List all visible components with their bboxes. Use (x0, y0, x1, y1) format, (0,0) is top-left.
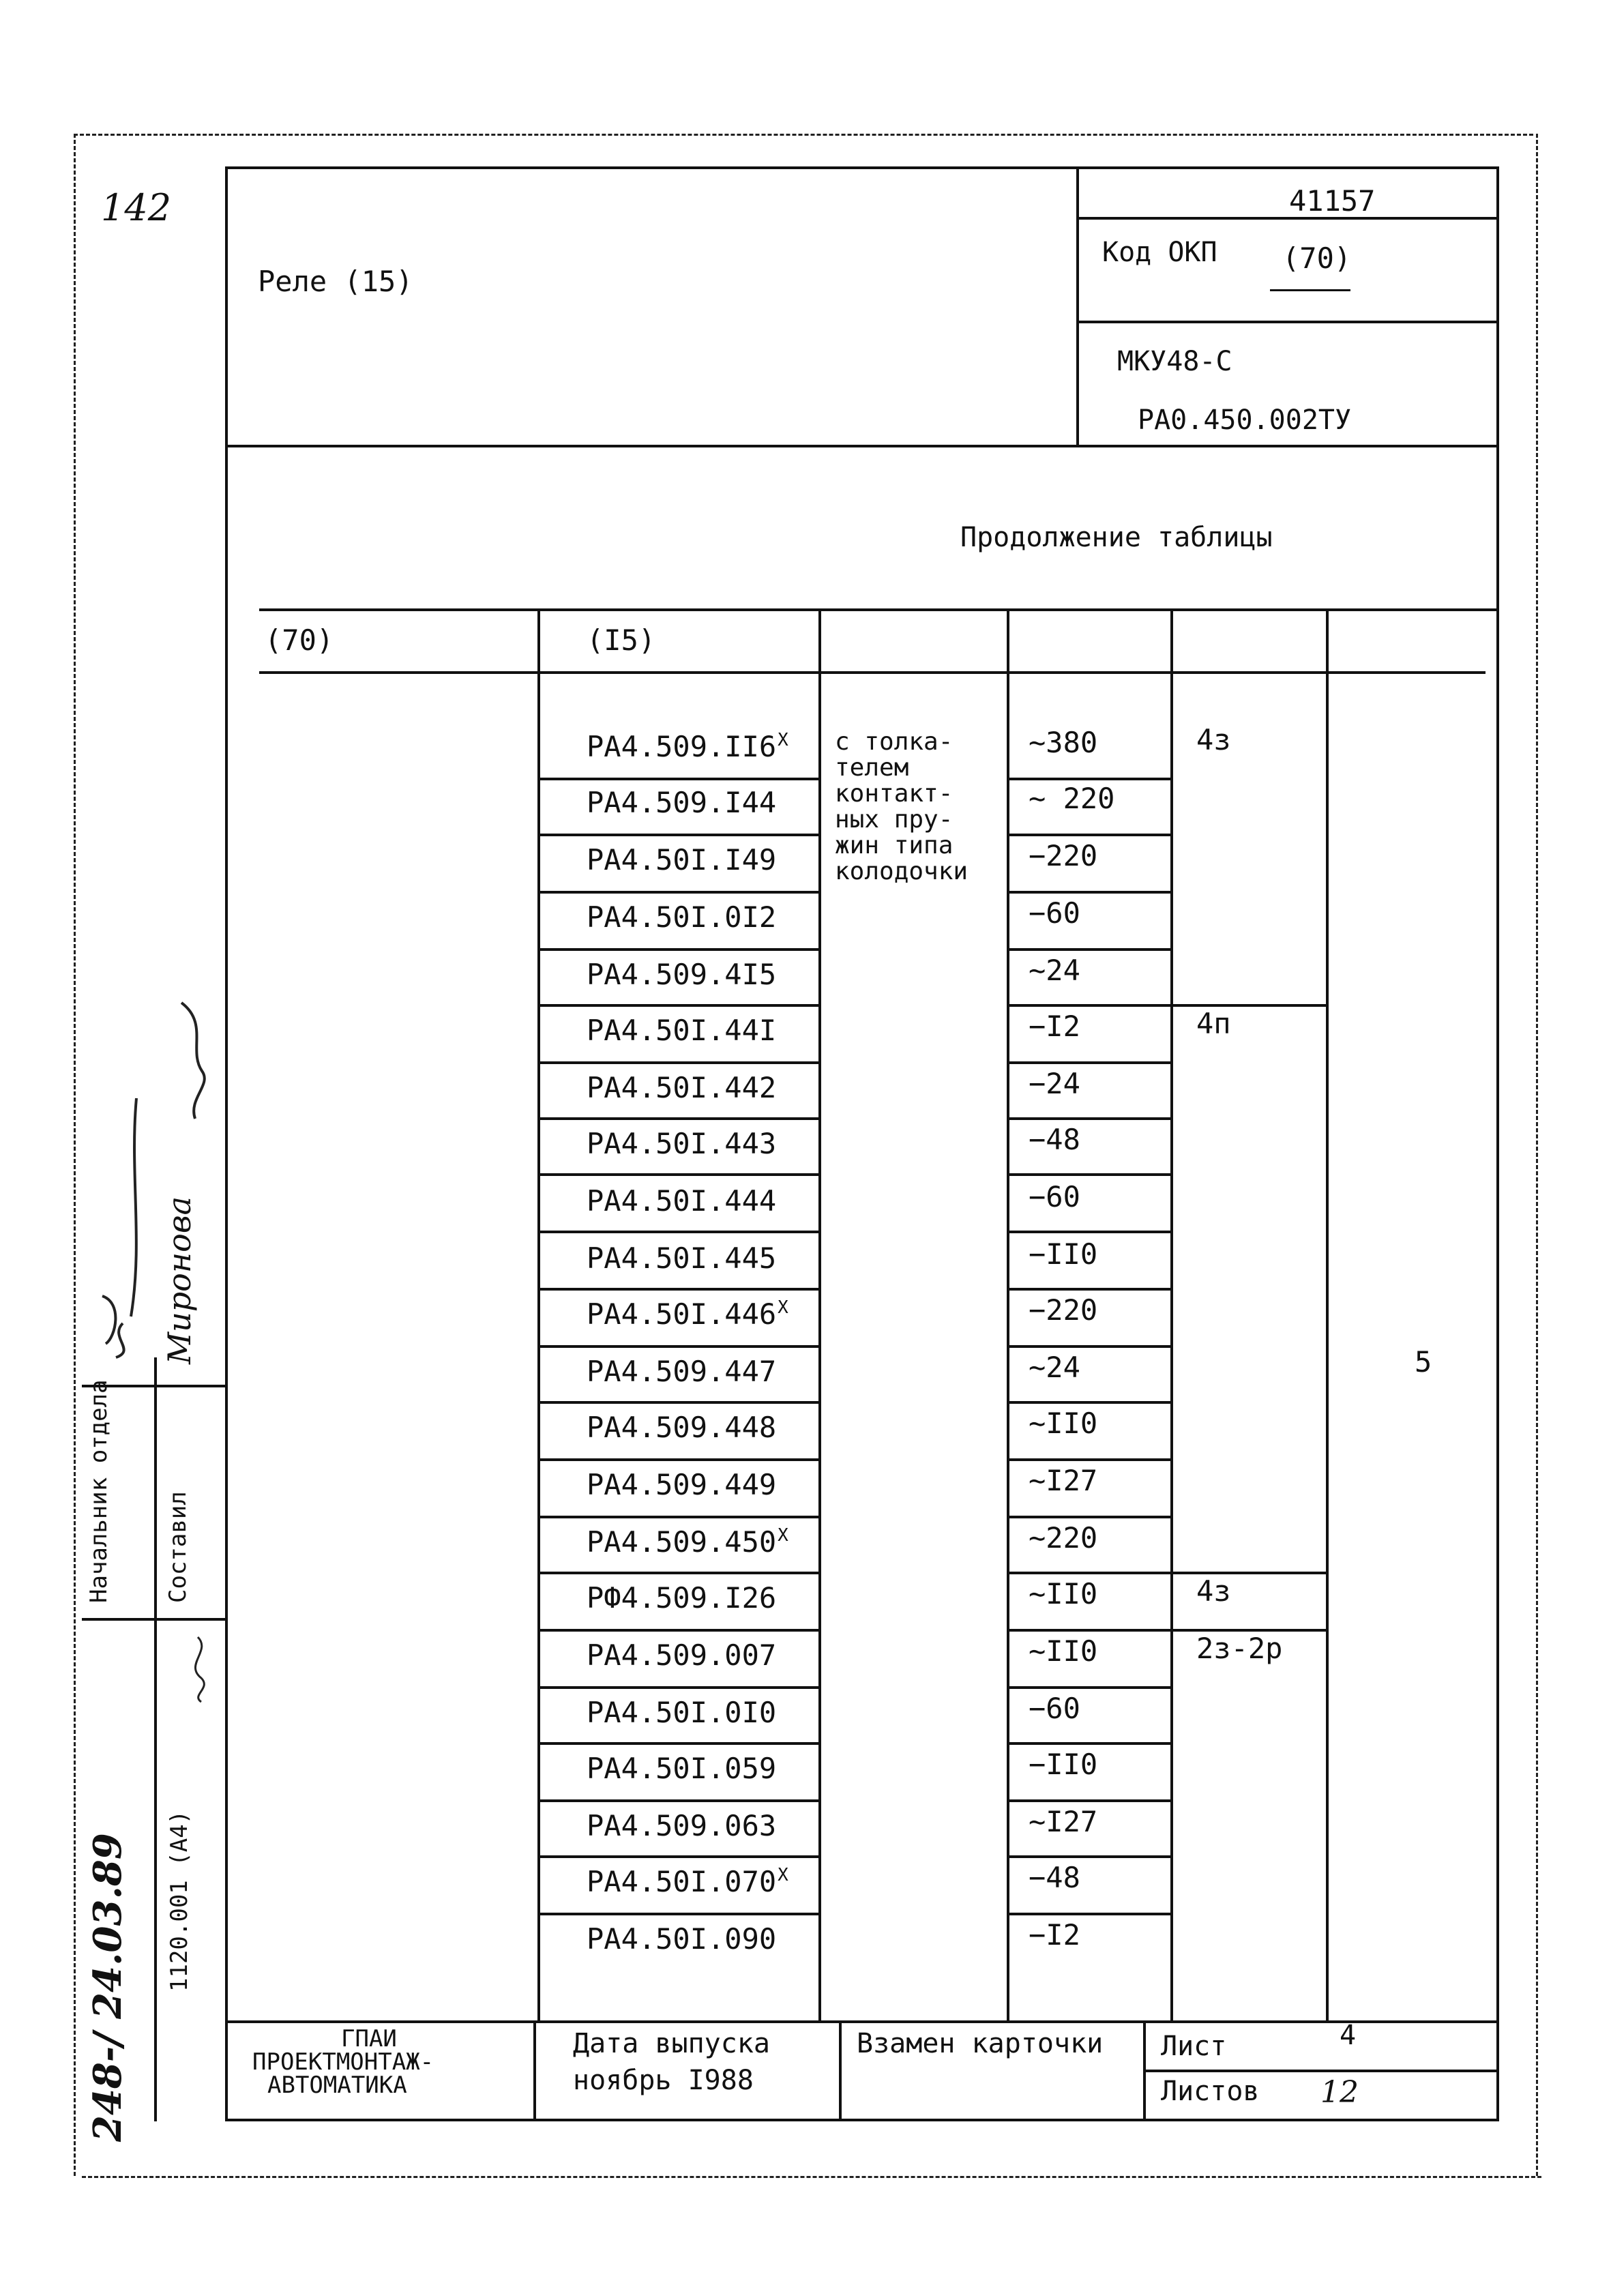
footer-divider-1 (533, 2022, 536, 2121)
table-row-voltage: −60 (1029, 1692, 1080, 1725)
voltage-row-line (1008, 1799, 1170, 1802)
okp-value: (70) (1282, 241, 1352, 275)
outer-border-bottom (82, 2176, 1541, 2178)
voltage-row-line (1008, 834, 1170, 836)
table-row-voltage: −48 (1029, 1123, 1080, 1156)
footer-divider-2 (839, 2022, 842, 2121)
table-row-code: $РА4.509.II6^X$ (587, 730, 788, 763)
contacts-value: 4з (1196, 723, 1231, 756)
code-row-line (539, 1458, 818, 1461)
header-col-70: (70) (265, 623, 334, 657)
code-row-line (539, 1572, 818, 1574)
model-label: МКУ48-С (1117, 346, 1232, 377)
code-row-line (539, 1516, 818, 1518)
form-code: 1120.001 (А4) (166, 1810, 193, 1992)
table-row-code: РА4.509.447 (587, 1355, 777, 1388)
page-number: 142 (101, 186, 172, 229)
code-row-line (539, 1288, 818, 1291)
table-row-voltage: −48 (1029, 1861, 1080, 1894)
table-row-code: РА4.50I.090 (587, 1922, 777, 1956)
header-divider (1076, 166, 1079, 446)
table-row-code: РФ4.509.I26 (587, 1581, 777, 1615)
table-row-voltage: −24 (1029, 1067, 1080, 1100)
table-row-code: РА4.50I.I49 (587, 843, 777, 877)
replaces-card-label: Взамен карточки (857, 2028, 1104, 2059)
table-top-line (259, 608, 1499, 611)
table-row-code: РА4.50I.444 (587, 1184, 777, 1218)
contacts-value: 4п (1196, 1007, 1231, 1040)
table-row-code: $РА4.509.450^X$ (587, 1525, 788, 1559)
table-row-voltage: ∼II0 (1029, 1577, 1098, 1610)
col-divider-1 (537, 610, 540, 2023)
sheet-value: 4 (1340, 2020, 1357, 2051)
outer-border-left (74, 134, 76, 2176)
voltage-row-line (1008, 1004, 1170, 1007)
table-row-code: РА4.509.449 (587, 1468, 777, 1501)
org-line-1: ГПАИ (341, 2025, 397, 2052)
table-row-voltage: ∼II0 (1029, 1407, 1098, 1440)
card-frame (225, 166, 1499, 2121)
continuation-label: Продолжение таблицы (960, 522, 1273, 553)
table-row-code: РА4.50I.0I2 (587, 900, 777, 934)
table-row-code: РА4.50I.059 (587, 1752, 777, 1785)
code-row-line (539, 1913, 818, 1915)
contacts-group-line (1172, 1572, 1326, 1574)
code-row-line (539, 1231, 818, 1233)
voltage-row-line (1008, 1855, 1170, 1858)
col-divider-2 (818, 610, 821, 2023)
code-row-line (539, 834, 818, 836)
table-row-code: $РА4.50I.070^X$ (587, 1865, 788, 1898)
okp-label: Код ОКП (1102, 237, 1217, 268)
sheets-label: Листов (1161, 2076, 1260, 2107)
voltage-row-line (1008, 1117, 1170, 1120)
spec-label: РА0.450.002ТУ (1138, 404, 1352, 436)
approval-signature-scribble (171, 1630, 225, 1705)
table-row-voltage: −60 (1029, 1180, 1080, 1213)
col-divider-4 (1170, 610, 1173, 2023)
code-row-line (539, 1855, 818, 1858)
code-number: 41157 (1289, 184, 1376, 218)
voltage-row-line (1008, 1458, 1170, 1461)
code-row-line (539, 1799, 818, 1802)
table-row-code: РА4.509.4I5 (587, 958, 777, 991)
table-row-voltage: −60 (1029, 896, 1080, 930)
table-row-code: РА4.509.448 (587, 1411, 777, 1444)
head-signature-scribble (89, 1091, 157, 1364)
org-line-2: ПРОЕКТМОНТАЖ- (252, 2048, 434, 2076)
table-row-voltage: ∼24 (1029, 954, 1080, 987)
table-row-voltage: −I2 (1029, 1918, 1080, 1952)
table-row-code: $РА4.50I.446^X$ (587, 1297, 788, 1331)
table-row-voltage: −II0 (1029, 1237, 1098, 1271)
voltage-row-line (1008, 1913, 1170, 1915)
okp-underline (1078, 321, 1499, 323)
okp-value-underline (1270, 289, 1350, 291)
description-line: телем (835, 754, 909, 782)
contacts-group-line (1172, 1004, 1326, 1007)
header-col-15: (I5) (587, 623, 656, 657)
compiled-signature-scribble (161, 996, 222, 1132)
stamp-divider (154, 1357, 157, 2121)
col-divider-3 (1007, 610, 1009, 2023)
code-row-line (539, 891, 818, 894)
card-title: Реле (15) (258, 265, 413, 298)
voltage-row-line (1008, 1572, 1170, 1574)
voltage-row-line (1008, 1173, 1170, 1176)
voltage-row-line (1008, 1345, 1170, 1348)
table-row-code: РА4.50I.443 (587, 1127, 777, 1160)
table-row-voltage: ∼220 (1029, 1521, 1098, 1555)
table-row-voltage: ∼I27 (1029, 1464, 1098, 1497)
table-row-voltage: ∼24 (1029, 1351, 1080, 1384)
table-row-voltage: ∼I27 (1029, 1805, 1098, 1838)
release-date-label: Дата выпуска (573, 2028, 770, 2059)
voltage-row-line (1008, 1231, 1170, 1233)
code-underline (1078, 217, 1499, 220)
table-row-voltage: −220 (1029, 839, 1098, 872)
head-of-department-label: Начальник отдела (85, 1379, 113, 1603)
table-row-code: РА4.509.I44 (587, 786, 777, 819)
code-row-line (539, 1401, 818, 1404)
col-divider-5 (1326, 610, 1329, 2023)
header-bottom-line (225, 445, 1499, 447)
table-row-voltage: −I2 (1029, 1010, 1080, 1043)
table-row-voltage: −II0 (1029, 1748, 1098, 1781)
contacts-value: 2з-2р (1196, 1632, 1283, 1665)
release-date-value: ноябрь I988 (573, 2065, 754, 2096)
compiled-by-signature: Миронова (161, 1196, 198, 1364)
code-row-line (539, 778, 818, 780)
outer-border-top (74, 134, 1533, 136)
archive-note: 248-/ 24.03.89 (85, 1833, 130, 2142)
table-row-code: РА4.509.007 (587, 1638, 777, 1672)
footer-top-line (225, 2020, 1499, 2023)
code-row-line (539, 1742, 818, 1745)
code-row-line (539, 1061, 818, 1064)
table-row-code: РА4.50I.442 (587, 1071, 777, 1104)
code-row-line (539, 1686, 818, 1689)
footer-sheet-line (1144, 2070, 1499, 2072)
voltage-row-line (1008, 1742, 1170, 1745)
code-row-line (539, 1345, 818, 1348)
table-row-voltage: ∼II0 (1029, 1634, 1098, 1668)
table-header-line (259, 671, 1486, 674)
org-line-3: АВТОМАТИКА (267, 2072, 407, 2099)
code-row-line (539, 1173, 818, 1176)
voltage-row-line (1008, 891, 1170, 894)
outer-border-right (1536, 134, 1538, 2176)
code-row-line (539, 1117, 818, 1120)
voltage-row-line (1008, 1401, 1170, 1404)
voltage-row-line (1008, 1061, 1170, 1064)
table-row-code: РА4.509.063 (587, 1809, 777, 1842)
table-row-code: РА4.50I.0I0 (587, 1696, 777, 1729)
code-row-line (539, 1629, 818, 1632)
code-row-line (539, 1004, 818, 1007)
compiled-by-label: Составил (164, 1491, 192, 1603)
sheet-label: Лист (1161, 2031, 1227, 2062)
sheets-value: 12 (1320, 2075, 1359, 2110)
last-column-value: 5 (1415, 1345, 1432, 1379)
table-row-voltage: ∼ 220 (1029, 782, 1115, 815)
voltage-row-line (1008, 1516, 1170, 1518)
description-line: ных пру- (835, 806, 954, 834)
description-line: контакт- (835, 780, 954, 808)
voltage-row-line (1008, 1288, 1170, 1291)
voltage-row-line (1008, 948, 1170, 951)
voltage-row-line (1008, 1686, 1170, 1689)
table-row-voltage: ∼380 (1029, 726, 1098, 759)
table-row-code: РА4.50I.44I (587, 1014, 777, 1047)
contacts-value: 4з (1196, 1574, 1231, 1608)
voltage-row-line (1008, 1629, 1170, 1632)
table-row-code: РА4.50I.445 (587, 1241, 777, 1275)
description-line: с толка- (835, 728, 954, 756)
code-row-line (539, 948, 818, 951)
voltage-row-line (1008, 778, 1170, 780)
description-line: колодочки (835, 857, 969, 885)
description-line: жин типа (835, 831, 954, 859)
table-row-voltage: −220 (1029, 1293, 1098, 1327)
